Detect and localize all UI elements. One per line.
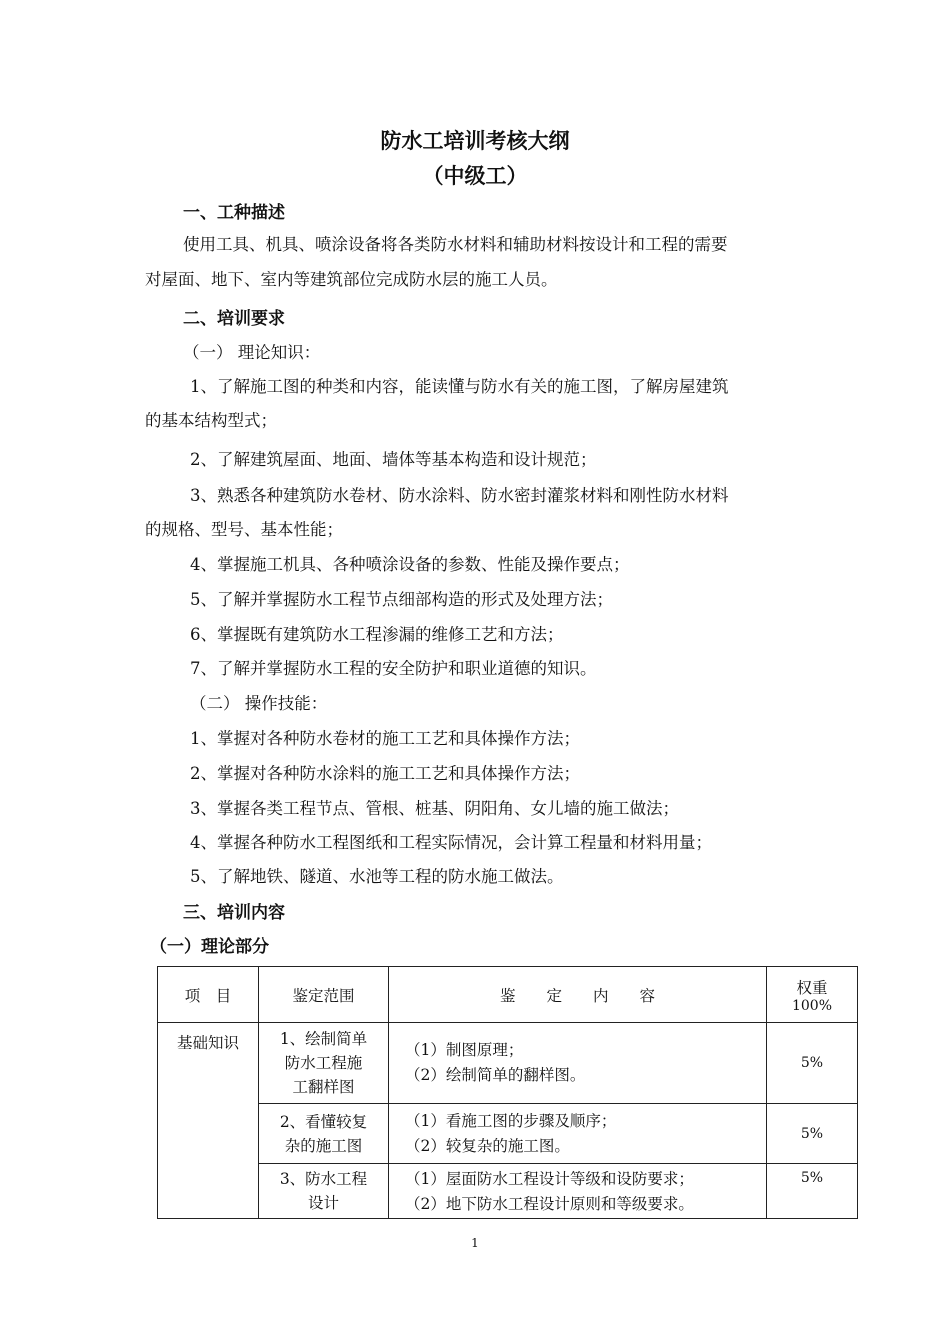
theory-item-line: 5、了解并掌握防水工程节点细部构造的形式及处理方法；: [190, 590, 613, 609]
theory-item-line: 3、熟悉各种建筑防水卷材、防水涂料、防水密封灌浆材料和刚性防水材料: [190, 486, 729, 505]
content-line: （2）地下防水工程设计原则和等级要求。: [405, 1195, 694, 1213]
content-cell: [389, 1104, 767, 1164]
range-line: 工翻样图: [292, 1078, 355, 1096]
assessment-table: [157, 966, 858, 1219]
content-cell: [389, 1164, 767, 1219]
section-heading-1: 一、工种描述: [183, 203, 285, 223]
range-cell: [259, 1164, 389, 1219]
header-weight-total: 100%: [791, 997, 833, 1014]
theory-item-line: 的规格、型号、基本性能；: [145, 520, 343, 539]
weight-cell: 5%: [767, 1023, 858, 1104]
content-line: （1）屋面防水工程设计等级和设防要求；: [405, 1170, 694, 1188]
range-line: 防水工程施: [284, 1054, 363, 1072]
range-line: 2、看懂较复: [279, 1112, 368, 1131]
header-weight-label: 权重: [796, 978, 828, 997]
skill-item-line: 1、掌握对各种防水卷材的施工工艺和具体操作方法；: [190, 729, 580, 748]
content-line: （2）绘制简单的翻样图。: [405, 1066, 586, 1084]
range-line: 设计: [307, 1194, 339, 1212]
section1-paragraph-line-2: 对屋面、地下、室内等建筑部位完成防水层的施工人员。: [145, 270, 558, 289]
range-line: 杂的施工图: [284, 1136, 363, 1155]
content-line: （1）看施工图的步骤及顺序；: [405, 1111, 617, 1130]
header-item: 项 目: [158, 967, 259, 1023]
section-heading-3: 三、培训内容: [183, 903, 285, 923]
table-header-row: [158, 967, 858, 1023]
range-cell: [259, 1104, 389, 1164]
document-title: 防水工培训考核大纲: [380, 129, 570, 153]
content-line: （2）较复杂的施工图。: [405, 1136, 570, 1155]
skill-item-line: 4、掌握各种防水工程图纸和工程实际情况，会计算工程量和材料用量；: [190, 833, 712, 852]
range-line: 3、防水工程: [279, 1170, 368, 1188]
section-heading-2: 二、培训要求: [183, 309, 285, 329]
skill-item-line: 5、了解地铁、隧道、水池等工程的防水施工做法。: [190, 867, 564, 886]
header-weight: [767, 967, 858, 1023]
header-content: 鉴 定 内 容: [389, 967, 767, 1023]
skill-subheading: （二） 操作技能：: [190, 694, 328, 713]
table-row: [158, 1104, 858, 1164]
theory-item-line: 4、掌握施工机具、各种喷涂设备的参数、性能及操作要点；: [190, 555, 630, 574]
theory-item-line: 6、掌握既有建筑防水工程渗漏的维修工艺和方法；: [190, 625, 564, 644]
theory-item-line: 7、了解并掌握防水工程的安全防护和职业道德的知识。: [190, 659, 597, 678]
table-row: [158, 1023, 858, 1104]
theory-subheading: （一） 理论知识：: [183, 343, 321, 362]
weight-cell: 5%: [767, 1104, 858, 1164]
theory-item-line: 的基本结构型式；: [145, 411, 277, 430]
theory-item-line: 2、了解建筑屋面、地面、墙体等基本构造和设计规范；: [190, 450, 597, 469]
content-cell: [389, 1023, 767, 1104]
skill-item-line: 2、掌握对各种防水涂料的施工工艺和具体操作方法；: [190, 764, 580, 783]
table-row: [158, 1164, 858, 1219]
page-number: 1: [471, 1236, 479, 1250]
weight-cell: 5%: [767, 1164, 858, 1219]
content-line: （1）制图原理；: [405, 1041, 524, 1059]
item-cell: 基础知识: [158, 1023, 259, 1219]
header-range: 鉴定范围: [259, 967, 389, 1023]
range-cell: [259, 1023, 389, 1104]
theory-item-line: 1、了解施工图的种类和内容，能读懂与防水有关的施工图，了解房屋建筑: [190, 377, 729, 396]
section1-paragraph-line-1: 使用工具、机具、喷涂设备将各类防水材料和辅助材料按设计和工程的需要: [183, 235, 728, 254]
theory-part-heading: （一）理论部分: [150, 937, 269, 957]
document-subtitle: （中级工）: [422, 164, 528, 188]
range-line: 1、绘制简单: [279, 1030, 368, 1048]
skill-item-line: 3、掌握各类工程节点、管根、桩基、阴阳角、女儿墙的施工做法；: [190, 799, 679, 818]
